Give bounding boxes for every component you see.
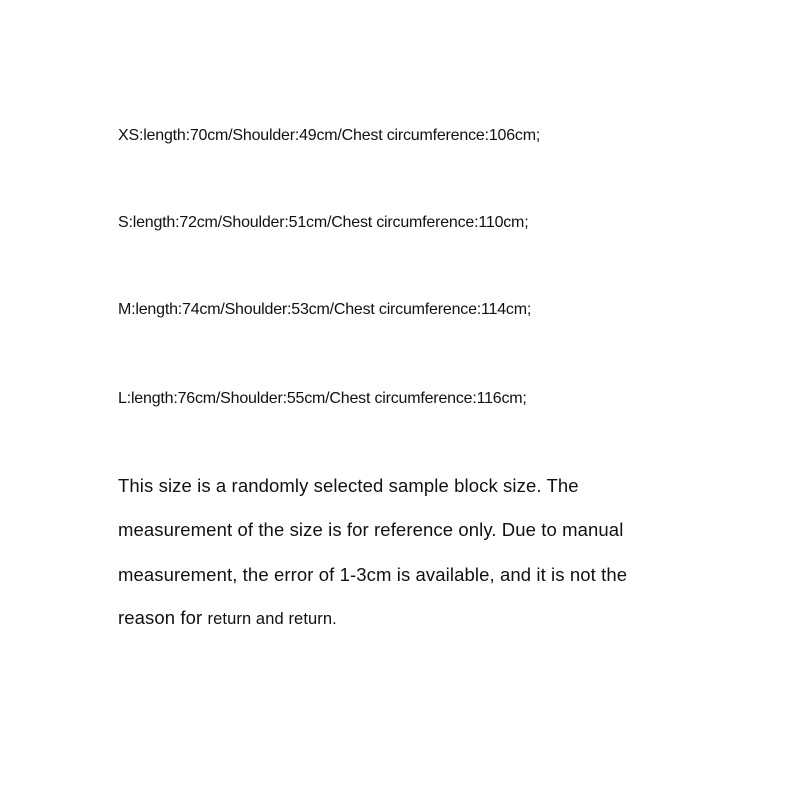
disclaimer-line-4-end: return and return. — [207, 610, 337, 628]
size-l-line: L:length:76cm/Shoulder:55cm/Chest circumference:116cm; — [118, 390, 527, 407]
size-xs-line: XS:length:70cm/Shoulder:49cm/Chest circumference:106cm; — [118, 127, 541, 144]
disclaimer-line-1: This size is a randomly selected sample block size. The — [118, 475, 579, 496]
disclaimer-line-3: measurement, the error of 1-3cm is available, and it is not the — [118, 564, 628, 585]
disclaimer-line-4-start: reason for — [118, 607, 208, 628]
size-s-line: S:length:72cm/Shoulder:51cm/Chest circumference:110cm; — [118, 214, 529, 231]
disclaimer-line-4 — [118, 606, 337, 631]
disclaimer-line-2: measurement of the size is for reference only. Due to manual — [118, 519, 624, 540]
size-m-line: M:length:74cm/Shoulder:53cm/Chest circumference:114cm; — [118, 301, 532, 318]
